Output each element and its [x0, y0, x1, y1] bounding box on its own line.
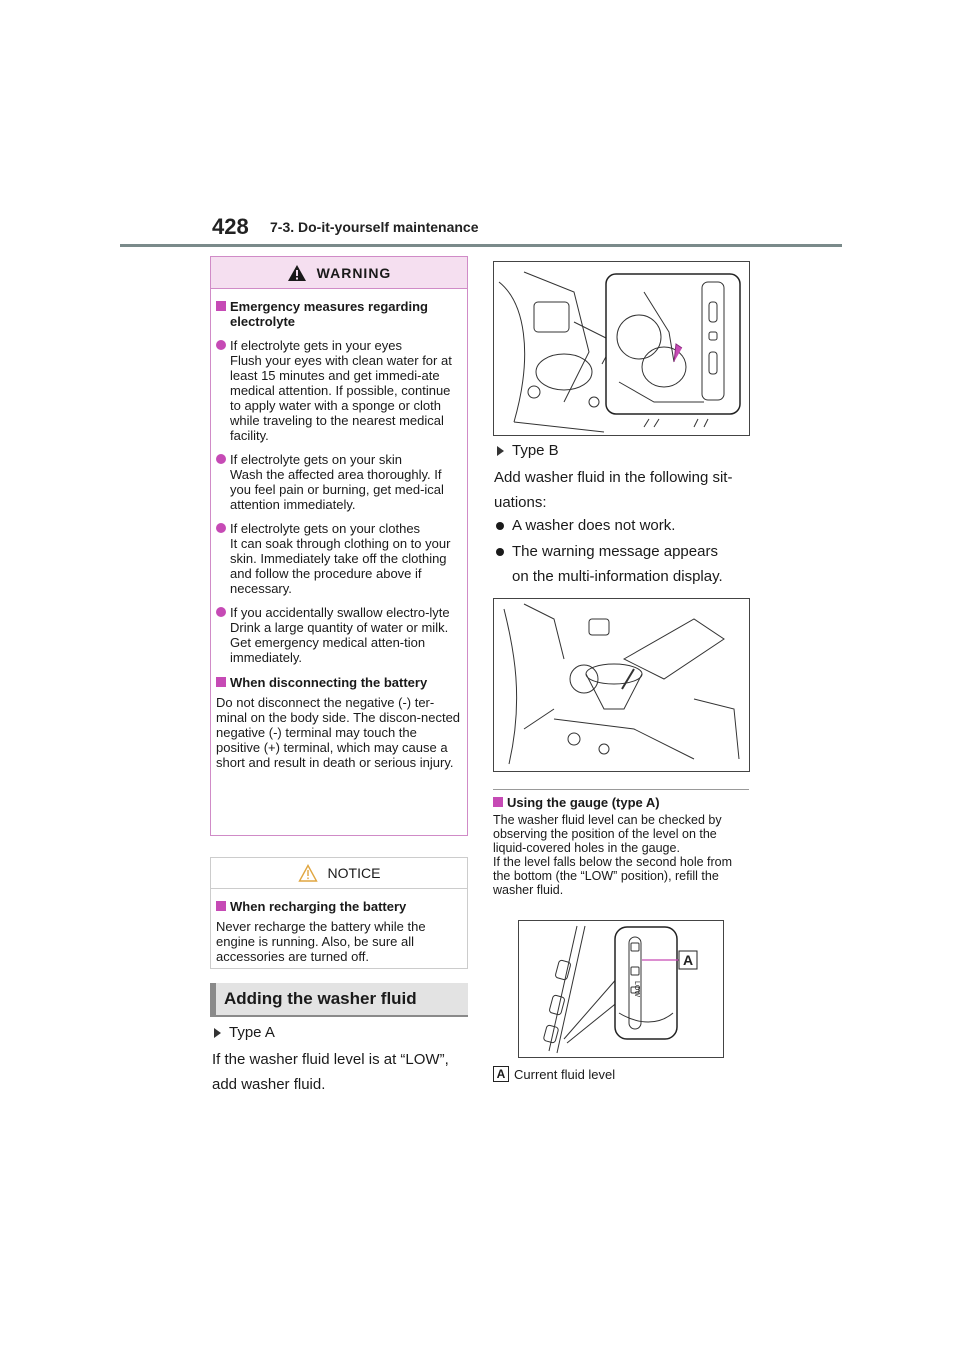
- round-bullet-icon: [216, 454, 226, 464]
- gauge-heading: Using the gauge (type A): [493, 795, 660, 810]
- gauge-callout-label: A: [683, 952, 694, 968]
- round-bullet-icon: [496, 522, 504, 530]
- figure-caption: [493, 1066, 615, 1082]
- disconnect-heading: When disconnecting the battery: [216, 675, 461, 690]
- notice-box: [210, 857, 468, 969]
- list-item: If electrolyte gets in your eyes Flush your eyes with clean water for at least 15 minutes and get immedi-ate medical attention. If possible, continue to apply water with a sponge or cloth while traveling to the nearest medical facility.: [216, 338, 461, 443]
- type-b-label: Type B: [497, 442, 559, 459]
- round-bullet-icon: [216, 607, 226, 617]
- gauge-low-text: LOW: [633, 981, 640, 997]
- gauge-drawing: [519, 921, 724, 1058]
- engine-bay-drawing: [494, 262, 750, 436]
- gauge-section-rule: [493, 789, 749, 790]
- list-item: The warning message appears on the multi-information display.: [496, 539, 758, 589]
- caption-text: Current fluid level: [514, 1066, 616, 1082]
- list-item: If you accidentally swallow electro-lyte Drink a large quantity of water or milk. Get emergency medical atten-tion immediately.: [216, 605, 461, 665]
- callout-label-box: A: [493, 1066, 509, 1082]
- type-b-text: Add washer fluid in the following sit- uations:: [494, 469, 733, 511]
- round-bullet-icon: [216, 523, 226, 533]
- warning-triangle-icon: [287, 264, 307, 282]
- gauge-detail-illustration: [518, 920, 724, 1058]
- square-bullet-icon: [493, 797, 503, 807]
- type-a-label: Type A: [214, 1024, 275, 1041]
- warning-box: [210, 256, 468, 836]
- type-a-text: If the washer fluid level is at “LOW”, add washer fluid.: [212, 1051, 449, 1093]
- square-bullet-icon: [216, 677, 226, 687]
- pouring-washer-fluid-illustration: [493, 598, 750, 772]
- engine-bay-gauge-illustration: [493, 261, 750, 436]
- arrow-bullet-icon: [497, 446, 504, 456]
- electrolyte-heading: Emergency measures regarding electrolyte: [216, 299, 461, 329]
- list-item: If electrolyte gets on your skin Wash the affected area thoroughly. If you feel pain or burning, get med-ical attention immediately.: [216, 452, 461, 512]
- square-bullet-icon: [216, 901, 226, 911]
- warning-header: [211, 257, 467, 289]
- list-item: If electrolyte gets on your clothes It can soak through clothing on to your skin. Immediately take off the clothing and follow the procedure above if necessary.: [216, 521, 461, 596]
- disconnect-text: Do not disconnect the negative (-) ter-minal on the body side. The discon-nected negative (-) terminal may touch the positive (+) terminal, which may cause a short and result in death or serious injury.: [216, 695, 461, 770]
- notice-header: [211, 858, 467, 889]
- square-bullet-icon: [216, 301, 226, 311]
- page-number: 428: [212, 214, 249, 239]
- gauge-description: The washer fluid level can be checked by observing the position of the level on the liquid-covered holes in the gauge. If the level falls below the second hole from the bottom (the “LOW” position), refill the washer fluid.: [493, 813, 733, 897]
- arrow-bullet-icon: [214, 1028, 221, 1038]
- adding-washer-fluid-heading: Adding the washer fluid: [210, 983, 468, 1015]
- notice-title: NOTICE: [327, 865, 381, 881]
- warning-title: WARNING: [316, 264, 392, 281]
- adding-rule: [210, 1015, 468, 1017]
- list-item: A washer does not work.: [496, 513, 758, 538]
- caution-triangle-icon: [298, 864, 318, 882]
- section-heading: 7-3. Do-it-yourself maintenance: [270, 219, 479, 235]
- round-bullet-icon: [216, 340, 226, 350]
- notice-text: Never recharge the battery while the engine is running. Also, be sure all accessories are turned off.: [216, 919, 426, 964]
- pouring-drawing: [494, 599, 750, 772]
- round-bullet-icon: [496, 548, 504, 556]
- header-rule: [120, 244, 842, 247]
- notice-heading: When recharging the battery: [216, 899, 461, 914]
